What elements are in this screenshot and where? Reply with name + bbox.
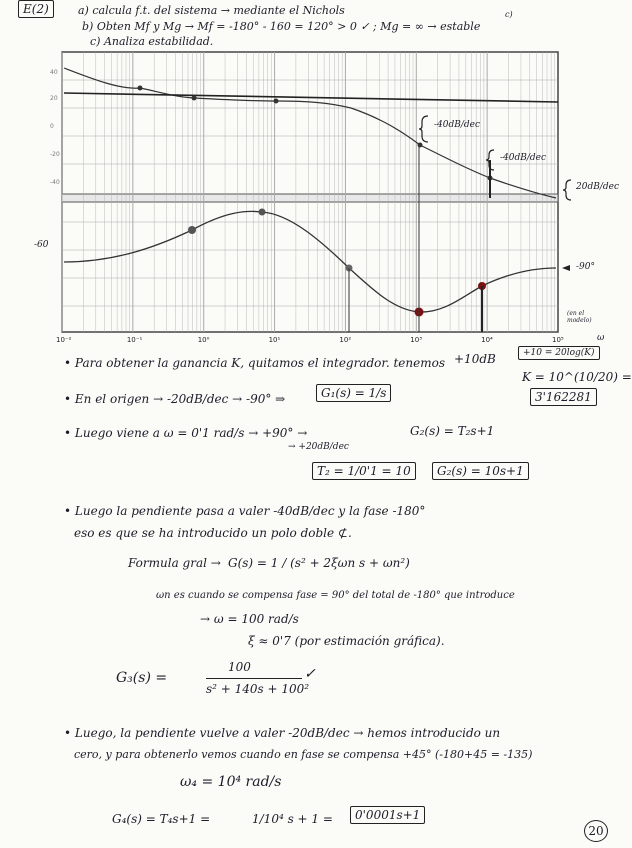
x-tick-label: 10¹ <box>268 336 281 344</box>
g4-label: G₄(s) = T₄s+1 = <box>112 812 211 826</box>
note-5-sub: cero, y para obtenerlo vemos cuando en fase se compensa +45° (-180+45 = -135) <box>74 748 533 761</box>
page-number: 20 <box>584 820 608 842</box>
note-3-sub: → +20dB/dec <box>288 442 349 452</box>
brace <box>563 180 571 200</box>
mag-axis-ticks <box>50 69 60 186</box>
header-mark: c) <box>505 10 513 19</box>
g2-form: G₂(s) = T₂s+1 <box>410 424 495 438</box>
note-1-value: +10dB <box>454 352 496 366</box>
slope-note-right: 20dB/dec <box>576 182 619 192</box>
magnitude-point <box>192 96 197 101</box>
w4-value: ω₄ = 10⁴ rad/s <box>180 774 282 790</box>
exercise-tag: E(2) <box>18 2 54 16</box>
note-2: • En el origen → -20dB/dec → -90° ⇒ <box>64 392 286 406</box>
magnitude-point <box>418 143 423 148</box>
corner-mark: ω <box>597 333 605 343</box>
phase-arrow <box>562 265 570 271</box>
k-value: 3'162281 <box>530 390 597 404</box>
xi-value: ξ ≈ 0'7 (por estimación gráfica). <box>248 634 445 648</box>
w-value: → ω = 100 rad/s <box>200 612 299 626</box>
g2-result: G₂(s) = 10s+1 <box>432 464 529 478</box>
g3-den: s² + 140s + 100² <box>206 682 310 696</box>
x-tick-label: 10⁻¹ <box>126 336 143 344</box>
note-3: • Luego viene a ω = 0'1 rad/s → +90° → <box>64 426 308 440</box>
svg-text:20: 20 <box>50 95 58 102</box>
x-tick-label: 10⁵ <box>552 336 564 344</box>
x-axis-ticks <box>56 336 564 344</box>
slope-note-1: -40dB/dec <box>434 120 481 130</box>
g3-fraction-bar <box>206 678 302 679</box>
x-tick-label: 10⁰ <box>197 336 210 344</box>
svg-text:0: 0 <box>50 123 54 130</box>
g1-box: G₁(s) = 1/s <box>316 386 391 400</box>
bode-plot <box>0 0 617 348</box>
general-formula: G(s) = 1 / (s² + 2ξωn s + ωn²) <box>228 556 410 570</box>
header-line-b: b) Obten Mf y Mg → Mf = -180° - 160 = 120° > 0 ✓ ; Mg = ∞ → estable <box>82 20 481 33</box>
phase-point <box>259 209 266 216</box>
k-expr: K = 10^(10/20) = <box>522 370 632 384</box>
note-4: • Luego la pendiente pasa a valer -40dB/dec y la fase -180° <box>64 504 426 518</box>
check-mark: ✓ <box>304 666 316 682</box>
phase-note: -90° <box>576 262 595 272</box>
note-5: • Luego, la pendiente vuelve a valer -20dB/dec → hemos introducido un <box>64 726 501 740</box>
x-tick-label: 10³ <box>410 336 423 344</box>
x-tick-label: 10⁻² <box>56 336 72 344</box>
g4-mid: 1/10⁴ s + 1 = <box>252 812 333 826</box>
note-4-sub: eso es que se ha introducido un polo doble ⊄. <box>74 526 352 540</box>
header-line-c: c) Analiza estabilidad. <box>90 35 214 48</box>
formula-label: Formula gral → <box>128 556 221 570</box>
t2-expr: T₂ = 1/0'1 = 10 <box>312 464 416 478</box>
note-1-formula: +10 = 20log(K) <box>518 348 600 358</box>
x-tick-label: 10⁴ <box>481 336 493 344</box>
g3-label: G₃(s) = <box>116 670 168 686</box>
wn-text: ωn es cuando se compensa fase = 90° del total de -180° que introduce <box>156 590 515 601</box>
magnitude-point <box>138 86 143 91</box>
note-1: • Para obtener la ganancia K, quitamos el integrador. tenemos <box>64 356 445 370</box>
g3-num: 100 <box>228 660 251 674</box>
header-line-a: a) calcula f.t. del sistema → mediante el Nichols <box>78 4 345 17</box>
corner-note: (en el modelo) <box>567 310 592 324</box>
phase-point <box>188 226 196 234</box>
brace <box>419 116 428 142</box>
left-note: -60 <box>34 240 49 250</box>
slope-note-2: -40dB/dec <box>500 153 547 163</box>
g4-result: 0'0001s+1 <box>350 808 425 822</box>
x-tick-label: 10² <box>339 336 352 344</box>
svg-text:-20: -20 <box>50 151 60 158</box>
svg-text:-40: -40 <box>50 179 60 186</box>
plot-divider <box>62 194 558 202</box>
svg-text:40: 40 <box>50 69 58 76</box>
magnitude-point <box>274 99 279 104</box>
